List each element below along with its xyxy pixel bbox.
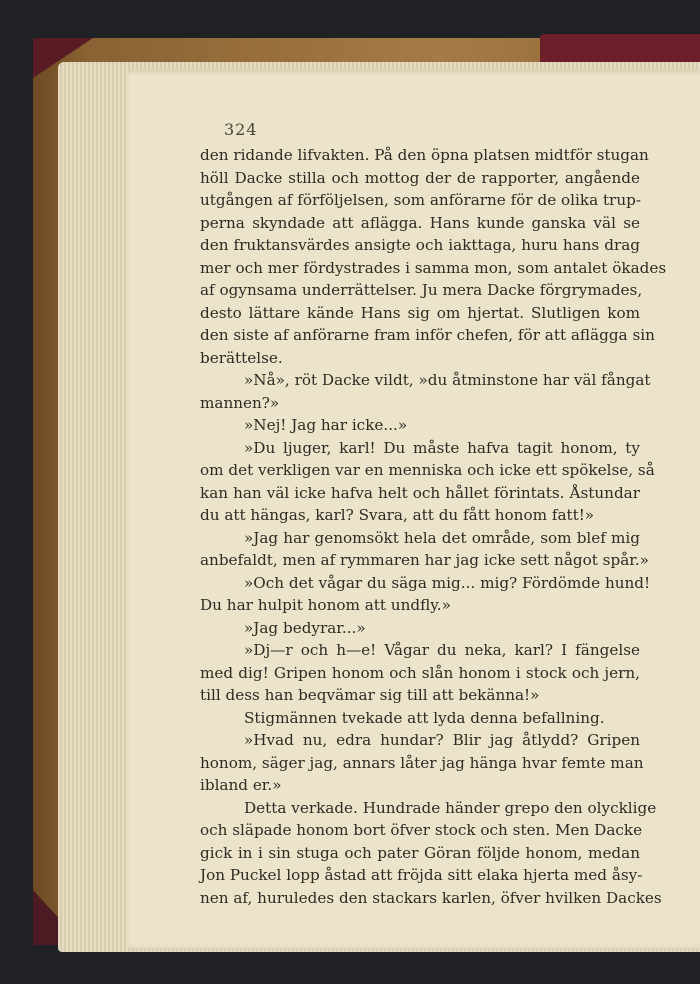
text-line: »Jag bedyrar...» — [244, 618, 366, 637]
text-line: ibland er.» — [200, 776, 282, 794]
text-line: »Du ljuger, karl! Du måste hafva tagit honom, ty — [244, 438, 640, 457]
text-line: om det verkligen var en menniska och icke ett spökelse, så — [200, 461, 655, 479]
text-line: mer och mer fördystrades i samma mon, som antalet ökades — [200, 258, 667, 277]
paragraph — [200, 617, 640, 640]
text-line: »Hvad nu, edra hundar? Blir jag åtlydd? Gripen — [244, 731, 640, 749]
text-line: desto lättare kände Hans sig om hjertat. Slutligen kom — [200, 303, 640, 322]
text-line: kan han väl icke hafva helt och hållet förintats. Åstundar — [200, 483, 640, 502]
text-line: till dess han beqvämar sig till att bekänna!» — [200, 686, 540, 704]
text-line: Stigmännen tvekade att lyda denna befallning. — [244, 708, 605, 727]
text-line: med dig! Gripen honom och slån honom i stock och jern, — [200, 663, 640, 682]
paragraph — [200, 414, 640, 437]
text-line: »Dj—r och h—e! Vågar du neka, karl? I fängelse — [244, 641, 640, 659]
text-line: nen af, huruledes den stackars karlen, öfver hvilken Dackes — [200, 888, 662, 907]
paragraph — [200, 729, 644, 797]
text-line: höll Dacke stilla och mottog der de rapporter, angående — [200, 168, 640, 187]
text-line: honom, säger jag, annars låter jag hänga hvar femte man — [200, 753, 644, 772]
text-line: Du har hulpit honom att undfly.» — [200, 596, 451, 614]
text-line: utgången af förföljelsen, som anförarne för de olika trup- — [200, 191, 641, 209]
text-line: anbefaldt, men af rymmaren har jag icke sett något spår.» — [200, 551, 649, 569]
text-line: och släpade honom bort öfver stock och sten. Men Dacke — [200, 821, 643, 839]
text-line: »Nej! Jag har icke...» — [244, 416, 408, 434]
page-number: 324 — [224, 120, 258, 139]
text-line: den siste af anförarne fram inför chefen, för att aflägga sin — [200, 326, 655, 344]
paragraph — [200, 369, 651, 414]
paragraph — [200, 707, 640, 730]
text-line: den fruktansvärdes ansigte och iakttaga, huru hans drag — [200, 236, 640, 254]
text-line: perna skyndade att aflägga. Hans kunde ganska väl se — [200, 213, 640, 232]
text-line: »Och det vågar du säga mig... mig? Fördömde hund! — [244, 573, 651, 592]
paragraph — [200, 144, 667, 369]
paragraph — [200, 797, 662, 910]
text-line: berättelse. — [200, 348, 283, 367]
text-line: du att hängas, karl? Svara, att du fått honom fatt!» — [200, 506, 595, 524]
text-line: Jon Puckel lopp åstad att fröjda sitt elaka hjerta med åsy- — [200, 866, 643, 884]
text-line: gick in i sin stuga och pater Göran följde honom, medan — [200, 843, 640, 862]
paragraph — [200, 527, 649, 572]
text-line: »Nå», röt Dacke vildt, »du åtminstone har väl fångat — [244, 371, 651, 389]
text-line: Detta verkade. Hundrade händer grepo den olycklige — [244, 798, 657, 817]
paragraph — [200, 437, 655, 527]
text-line: mannen?» — [200, 393, 280, 412]
text-line: »Jag har genomsökt hela det område, som blef mig — [244, 528, 640, 547]
body-text — [200, 144, 667, 909]
text-line: af ogynsama underrättelser. Ju mera Dacke förgrymades, — [200, 281, 643, 299]
paragraph — [200, 639, 640, 707]
paragraph — [200, 572, 651, 617]
text-line: den ridande lifvakten. På den öpna platsen midtför stugan — [200, 146, 649, 164]
